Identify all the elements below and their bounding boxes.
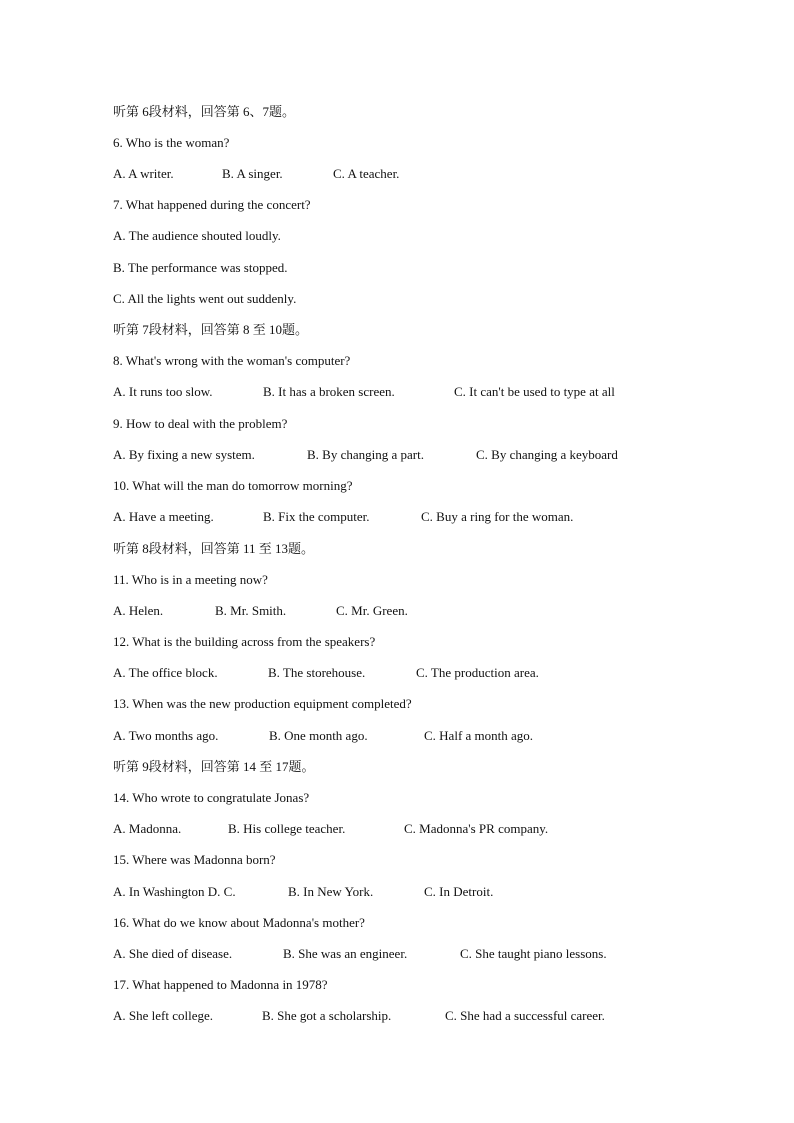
question-text: 15. Where was Madonna born?	[113, 852, 276, 867]
option-a: A. She died of disease.	[113, 946, 233, 961]
question-text: 17. What happened to Madonna in 1978?	[113, 977, 328, 992]
section-header: 听第 8段材料，回答第 11 至 13题。	[113, 541, 315, 556]
option-b: B. She was an engineer.	[283, 946, 408, 961]
option-b: B. The storehouse.	[268, 665, 366, 680]
option-b: B. One month ago.	[269, 728, 368, 743]
option-b: B. Mr. Smith.	[215, 603, 287, 618]
option-a: A. The audience shouted loudly.	[113, 228, 281, 243]
option-c: C. The production area.	[416, 665, 539, 680]
option-c: C. A teacher.	[333, 166, 400, 181]
option-b: B. By changing a part.	[307, 447, 424, 462]
option-b: B. She got a scholarship.	[262, 1008, 392, 1023]
option-a: A. She left college.	[113, 1008, 213, 1023]
section-header: 听第 9段材料，回答第 14 至 17题。	[113, 759, 315, 774]
question-text: 9. How to deal with the problem?	[113, 416, 288, 431]
question-text: 12. What is the building across from the speakers?	[113, 634, 376, 649]
option-c: C. Madonna's PR company.	[404, 821, 549, 836]
option-c: C. Buy a ring for the woman.	[421, 509, 574, 524]
option-a: A. Madonna.	[113, 821, 182, 836]
option-c: C. By changing a keyboard	[476, 447, 618, 462]
question-text: 14. Who wrote to congratulate Jonas?	[113, 790, 310, 805]
option-a: A. Helen.	[113, 603, 164, 618]
option-c: C. Half a month ago.	[424, 728, 534, 743]
option-a: A. The office block.	[113, 665, 218, 680]
option-a: A. By fixing a new system.	[113, 447, 255, 462]
option-b: B. In New York.	[288, 884, 374, 899]
option-c: C. All the lights went out suddenly.	[113, 291, 297, 306]
option-c: C. She had a successful career.	[445, 1008, 605, 1023]
question-text: 11. Who is in a meeting now?	[113, 572, 268, 587]
option-a: A. In Washington D. C.	[113, 884, 236, 899]
option-a: A. A writer.	[113, 166, 174, 181]
option-b: B. It has a broken screen.	[263, 384, 395, 399]
question-text: 8. What's wrong with the woman's computer?	[113, 353, 351, 368]
option-b: B. His college teacher.	[228, 821, 346, 836]
option-a: A. Have a meeting.	[113, 509, 214, 524]
section-header: 听第 7段材料，回答第 8 至 10题。	[113, 322, 309, 337]
question-text: 7. What happened during the concert?	[113, 197, 311, 212]
question-text: 10. What will the man do tomorrow morning?	[113, 478, 353, 493]
option-c: C. It can't be used to type at all	[454, 384, 615, 399]
option-b: B. A singer.	[222, 166, 283, 181]
question-text: 13. When was the new production equipment completed?	[113, 696, 412, 711]
option-a: A. Two months ago.	[113, 728, 219, 743]
option-c: C. Mr. Green.	[336, 603, 408, 618]
question-text: 16. What do we know about Madonna's mother?	[113, 915, 365, 930]
option-b: B. The performance was stopped.	[113, 260, 288, 275]
option-c: C. In Detroit.	[424, 884, 494, 899]
option-c: C. She taught piano lessons.	[460, 946, 607, 961]
option-a: A. It runs too slow.	[113, 384, 213, 399]
question-text: 6. Who is the woman?	[113, 135, 230, 150]
section-header: 听第 6段材料，回答第 6、7题。	[113, 104, 296, 119]
option-b: B. Fix the computer.	[263, 509, 370, 524]
